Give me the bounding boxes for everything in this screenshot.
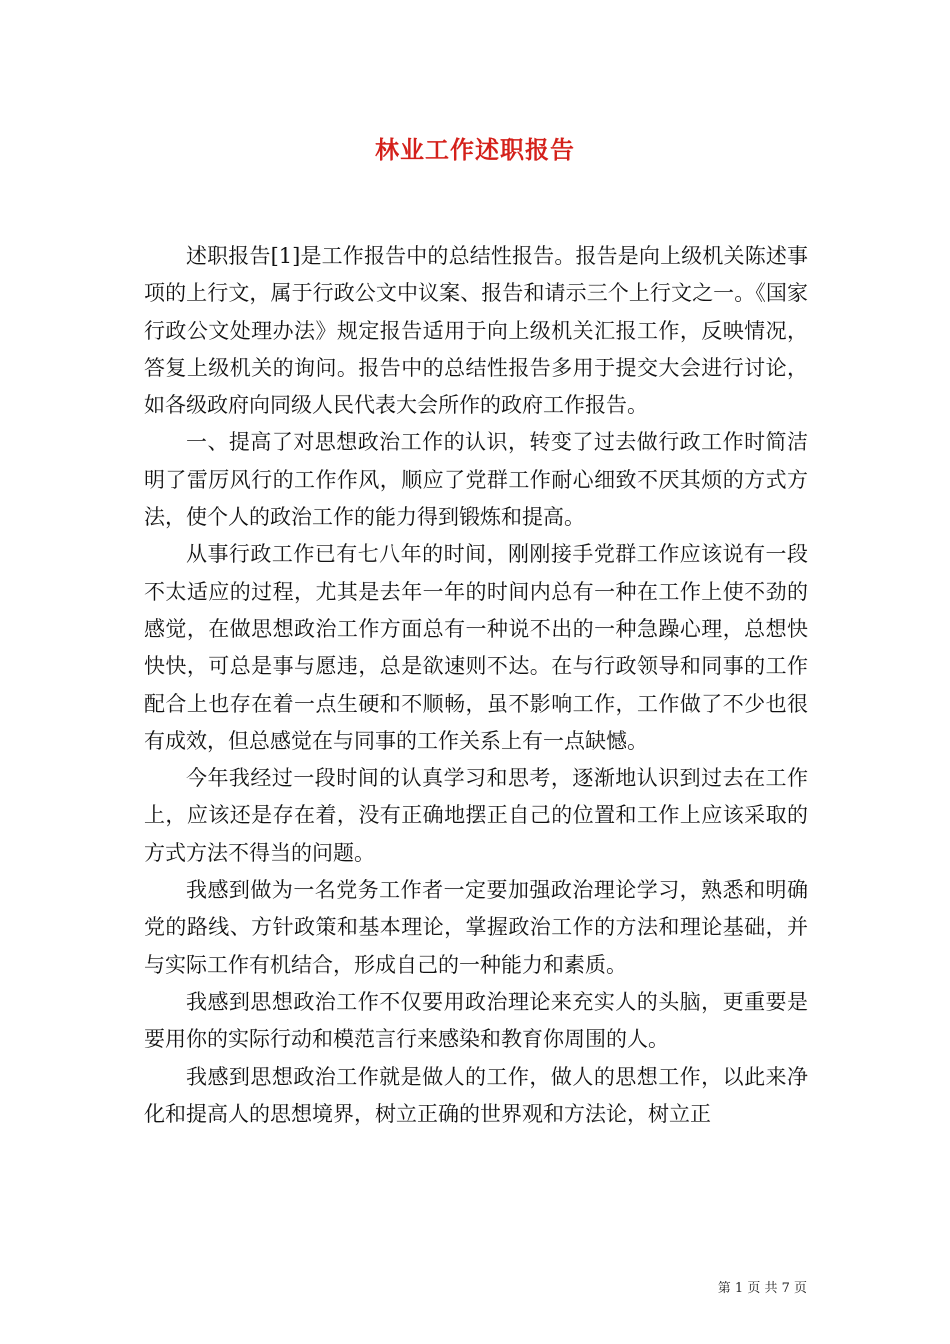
paragraph-intro: 述职报告[1]是工作报告中的总结性报告。报告是向上级机关陈述事项的上行文，属于行政公文中议案、报告和请示三个上行文之一。《国家行政公文处理办法》规定报告适用于向上级机关汇报工作，反映情况，答复上级机关的询问。报告中的总结性报告多用于提交大会进行讨论，如各级政府向同级人民代表大会所作的政府工作报告。 [144, 244, 808, 418]
document-body [144, 238, 808, 1133]
page-number: 第 1 页 共 7 页 [717, 1281, 807, 1296]
paragraph-reflection: 今年我经过一段时间的认真学习和思考，逐渐地认识到过去在工作上，应该还是存在着，没有正确地摆正自己的位置和工作上应该采取的方式方法不得当的问题。 [144, 766, 808, 865]
paragraph-example: 我感到思想政治工作不仅要用政治理论来充实人的头脑，更重要是要用你的实际行动和模范言行来感染和教育你周围的人。 [144, 989, 808, 1052]
page-title: 林业工作述职报告 [375, 135, 575, 164]
paragraph-people-work: 我感到思想政治工作就是做人的工作，做人的思想工作，以此来净化和提高人的思想境界，树立正确的世界观和方法论，树立正 [144, 1064, 808, 1126]
paragraph-section-one: 一、提高了对思想政治工作的认识，转变了过去做行政工作时简洁明了雷厉风行的工作作风，顺应了党群工作耐心细致不厌其烦的方式方法，使个人的政治工作的能力得到锻炼和提高。 [144, 430, 808, 530]
paragraph-theory-study: 我感到做为一名党务工作者一定要加强政治理论学习，熟悉和明确党的路线、方针政策和基本理论，掌握政治工作的方法和理论基础，并与实际工作有机结合，形成自己的一种能力和素质。 [144, 878, 808, 977]
paragraph-experience: 从事行政工作已有七八年的时间，刚刚接手党群工作应该说有一段不太适应的过程，尤其是去年一年的时间内总有一种在工作上使不劲的感觉，在做思想政治工作方面总有一种说不出的一种急躁心理，总想快快快，可总是事与愿违，总是欲速则不达。在与行政领导和同事的工作配合上也存在着一点生硬和不顺畅，虽不影响工作，工作做了不少也很有成效，但总感觉在与同事的工作关系上有一点缺憾。 [144, 542, 808, 753]
